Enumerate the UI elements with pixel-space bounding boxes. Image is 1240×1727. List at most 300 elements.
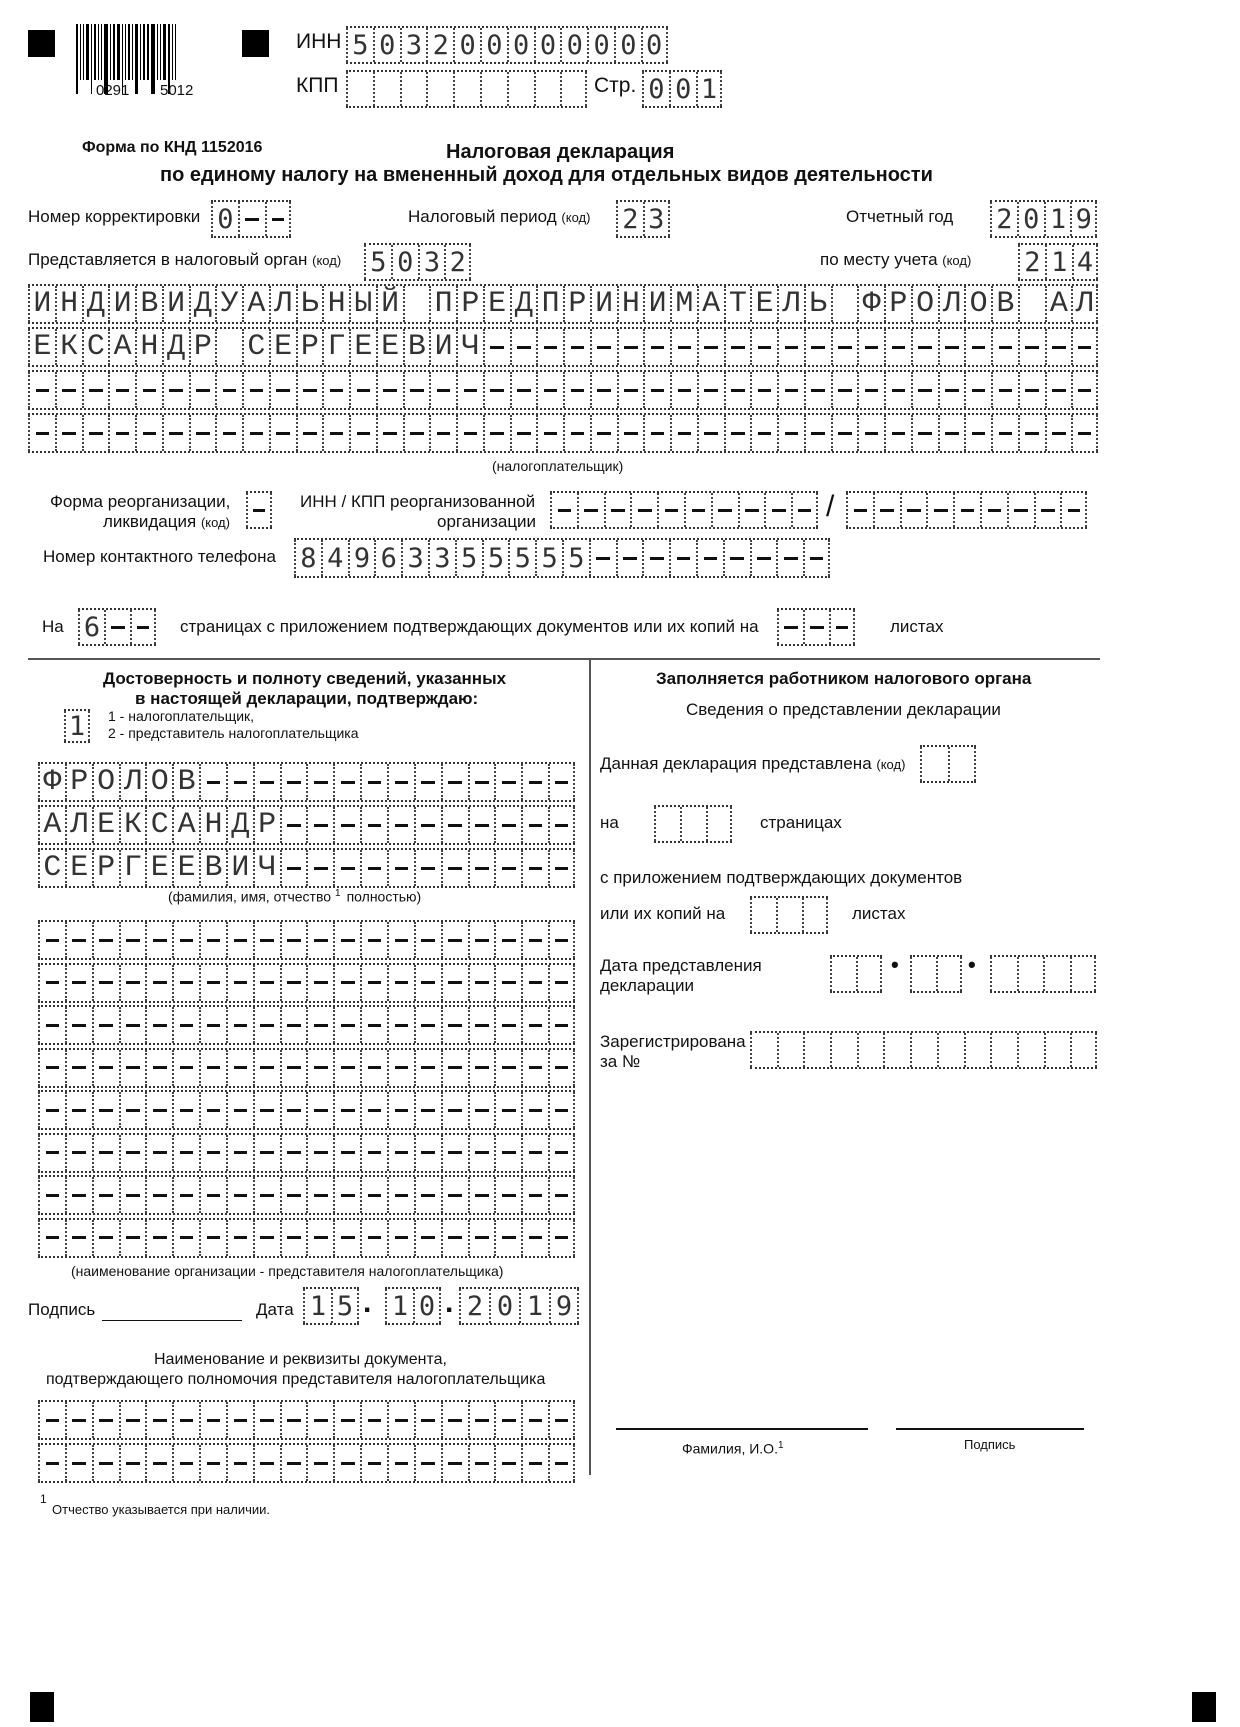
cell: Л [65, 807, 92, 843]
dash-mark [99, 1109, 113, 1112]
cell-dash [468, 1050, 495, 1086]
cell-dash [387, 1220, 414, 1256]
dash-mark [36, 389, 50, 392]
office-date-month-field[interactable] [910, 955, 962, 993]
auth-doc-line-1[interactable] [38, 1400, 575, 1440]
dash-mark [555, 824, 568, 827]
cell: С [82, 329, 109, 365]
cell-dash [199, 1135, 226, 1171]
cell-dash [172, 1177, 199, 1213]
cell [936, 957, 962, 991]
dash-mark [718, 509, 732, 512]
signer-patronymic-field[interactable] [38, 848, 575, 888]
cell-dash [172, 1092, 199, 1128]
cell-dash [791, 493, 818, 527]
cell: И [28, 286, 55, 322]
dash-mark [475, 1066, 489, 1069]
cell: 3 [400, 28, 427, 62]
dash-mark [529, 981, 543, 984]
cell [1043, 957, 1070, 991]
office-reg-number-field[interactable] [750, 1031, 1097, 1069]
cell-dash [92, 1007, 119, 1043]
cell: Н [617, 286, 644, 322]
date-day-field[interactable] [303, 1287, 359, 1325]
dash-mark [838, 389, 852, 392]
cell-dash [238, 202, 265, 236]
barcode-bar [151, 24, 155, 94]
cell: Р [189, 329, 216, 365]
cell-dash [521, 1092, 548, 1128]
dash-mark [838, 346, 852, 349]
cell: 5 [482, 540, 509, 576]
cell: В [172, 764, 199, 800]
cell-dash [483, 415, 510, 451]
reorg-kpp-field[interactable] [846, 491, 1087, 529]
barcode-number-right: 5012 [160, 82, 194, 99]
cell: М [670, 286, 697, 322]
cell-dash [108, 415, 135, 451]
cell-dash [468, 807, 495, 843]
dash-mark [180, 1066, 194, 1069]
dash-mark [1025, 389, 1039, 392]
representative-org-line[interactable] [38, 1218, 575, 1258]
dash-mark [143, 432, 157, 435]
cell-dash [360, 1135, 387, 1171]
pages-field[interactable] [78, 608, 156, 646]
cell [750, 1033, 777, 1067]
dash-mark [126, 1109, 140, 1112]
cell: Е [92, 807, 119, 843]
dash-mark [357, 389, 371, 392]
cell [507, 72, 534, 106]
phone-label: Номер контактного телефона [43, 547, 276, 566]
representative-org-line[interactable] [38, 1048, 575, 1088]
representative-org-line[interactable] [38, 1133, 575, 1173]
auth-doc-line-2[interactable] [38, 1443, 575, 1483]
cell-dash [548, 922, 575, 958]
dash-mark [314, 1462, 328, 1465]
dash-mark [448, 1419, 462, 1422]
cell-dash [38, 1177, 65, 1213]
period-label-text: Налоговый период [408, 207, 557, 226]
dash-mark [126, 1194, 140, 1197]
year-field[interactable] [990, 200, 1097, 238]
cell-dash [162, 415, 189, 451]
dash-mark [234, 1236, 248, 1239]
cell-dash [964, 415, 991, 451]
cell: Е [28, 329, 55, 365]
dash-mark [502, 1419, 516, 1422]
dash-mark [46, 1194, 60, 1197]
office-date-label-1: Дата представления [600, 956, 762, 975]
cell-dash [803, 610, 829, 644]
cell-dash [403, 372, 430, 408]
cell [346, 72, 373, 106]
cell-dash [642, 540, 669, 576]
cell-dash [548, 1402, 575, 1438]
cell: С [38, 850, 65, 886]
dash-mark [529, 1151, 543, 1154]
cell-dash [441, 807, 468, 843]
cell-dash [441, 1220, 468, 1256]
dash-mark [517, 432, 531, 435]
cell-dash [226, 1402, 253, 1438]
cell-dash [964, 372, 991, 408]
office-fio-footnote-ref: 1 [777, 1440, 784, 1451]
cell-dash [253, 1135, 280, 1171]
cell-dash [643, 329, 670, 365]
cell-dash [215, 372, 242, 408]
page-number-field[interactable] [642, 70, 722, 108]
cell-dash [724, 415, 751, 451]
cell: Ф [38, 764, 65, 800]
pages-suffix: листах [890, 617, 944, 636]
cell-dash [414, 965, 441, 1001]
tax-authority-label-text: Представляется в налоговый орган [28, 250, 308, 269]
dash-mark [126, 1236, 140, 1239]
dash-mark [784, 557, 798, 560]
place-label [820, 250, 971, 270]
signer-surname-field[interactable] [38, 762, 575, 802]
cell-dash [199, 1402, 226, 1438]
reorg-form-label-2-text: ликвидация [103, 512, 197, 531]
cell-dash [1018, 329, 1045, 365]
place-field[interactable] [1018, 243, 1098, 281]
cell-dash [92, 1135, 119, 1171]
dash-mark [558, 509, 572, 512]
dash-mark [785, 346, 799, 349]
dash-mark [1052, 346, 1066, 349]
dash-mark [99, 981, 113, 984]
cell: О [911, 286, 938, 322]
cell: 2 [444, 245, 471, 279]
cell [1017, 1033, 1044, 1067]
cell [990, 1033, 1017, 1067]
cell: 1 [385, 1289, 413, 1323]
cell: 3 [418, 245, 445, 279]
signer-name-field[interactable] [38, 805, 575, 845]
section-divider-vertical [589, 660, 591, 1475]
taxpayer-line-2[interactable] [28, 327, 1098, 367]
representative-org-line[interactable] [38, 1175, 575, 1215]
dash-mark [475, 824, 489, 827]
dash-mark [1078, 346, 1091, 349]
dash-mark [448, 781, 462, 784]
cell-dash [494, 1050, 521, 1086]
dash-mark [475, 1024, 489, 1027]
dash-mark [502, 824, 516, 827]
dash-mark [555, 939, 568, 942]
representative-org-line[interactable] [38, 1005, 575, 1045]
cell-dash [119, 1092, 146, 1128]
office-sign-line[interactable] [896, 1428, 1084, 1430]
cell: С [145, 807, 172, 843]
cell-dash [803, 540, 830, 576]
cell [830, 957, 856, 991]
dash-mark [945, 389, 959, 392]
cell-dash [441, 1135, 468, 1171]
pages-middle-text: страницах с приложением подтверждающих документов или их копий на [180, 617, 759, 636]
cell: Н [199, 807, 226, 843]
office-submitted-field[interactable] [920, 745, 976, 783]
cell-dash [306, 922, 333, 958]
cell-dash [804, 372, 831, 408]
signature-line[interactable] [102, 1320, 242, 1321]
representative-org-line[interactable] [38, 963, 575, 1003]
cell: 1 [64, 711, 90, 741]
dash-mark [260, 1151, 274, 1154]
cell-dash [617, 372, 644, 408]
cell-dash [38, 965, 65, 1001]
cell: 0 [413, 1289, 441, 1323]
office-sheets-field[interactable] [750, 896, 828, 934]
dash-mark [314, 1236, 328, 1239]
cell-dash [548, 1092, 575, 1128]
dash-mark [475, 981, 489, 984]
cell-dash [1018, 372, 1045, 408]
tax-authority-label [28, 250, 341, 270]
date-year-field[interactable] [459, 1287, 579, 1325]
cell: 5 [346, 28, 373, 62]
cell: 1 [696, 72, 723, 106]
cell-dash [65, 1135, 92, 1171]
cell-dash [521, 1007, 548, 1043]
dash-mark [368, 1462, 382, 1465]
dash-mark [137, 626, 149, 629]
dash-mark [287, 867, 301, 870]
office-sign-label: Подпись [964, 1437, 1016, 1452]
cell [1070, 957, 1097, 991]
dash-mark [730, 557, 744, 560]
dash-mark [126, 1024, 140, 1027]
dash-mark [303, 389, 317, 392]
cell-dash [697, 372, 724, 408]
dash-mark [529, 1236, 543, 1239]
dash-mark [448, 1194, 462, 1197]
taxpayer-line-4[interactable] [28, 413, 1098, 453]
cell-dash [360, 1402, 387, 1438]
cell-dash [55, 372, 82, 408]
signer-option-1: 1 - налогоплательщик, [108, 708, 255, 724]
dash-mark [1014, 509, 1028, 512]
cell-dash [280, 850, 307, 886]
cell-dash [494, 1007, 521, 1043]
cell-dash [536, 415, 563, 451]
cell: Е [483, 286, 510, 322]
dash-mark [571, 432, 585, 435]
dash-mark [475, 781, 489, 784]
dash-mark [410, 432, 424, 435]
dash-mark [811, 389, 825, 392]
cell-dash [92, 1092, 119, 1128]
dash-mark [368, 824, 382, 827]
cell-dash [199, 1092, 226, 1128]
cell-dash [387, 807, 414, 843]
cell-dash [333, 922, 360, 958]
dash-mark [341, 1419, 355, 1422]
office-pages-field[interactable] [654, 805, 732, 843]
representative-org-line[interactable] [38, 920, 575, 960]
dash-mark [314, 1194, 328, 1197]
dash-mark [46, 1462, 60, 1465]
period-code-suffix: (код) [561, 210, 591, 225]
office-date-day-field[interactable] [830, 955, 882, 993]
cell-dash [253, 922, 280, 958]
cell-dash [387, 1135, 414, 1171]
cell: Ь [804, 286, 831, 322]
cell-dash [980, 493, 1007, 527]
dash-mark [475, 867, 489, 870]
cell-dash [119, 1445, 146, 1481]
dash-mark [314, 824, 328, 827]
tax-authority-field[interactable] [364, 243, 471, 281]
dash-mark [544, 346, 558, 349]
dash-mark [207, 1194, 221, 1197]
cell-dash [333, 1402, 360, 1438]
barcode-bar [175, 24, 176, 80]
cell-dash [590, 415, 617, 451]
cell: Ы [349, 286, 376, 322]
dash-mark [421, 824, 435, 827]
dash-mark [223, 389, 237, 392]
reorg-form-field[interactable] [246, 491, 272, 529]
signer-option-2: 2 - представитель налогоплательщика [108, 725, 359, 741]
cell-dash [172, 1445, 199, 1481]
dash-mark [731, 346, 745, 349]
dash-mark [529, 939, 543, 942]
cell-dash [494, 1445, 521, 1481]
cell-dash [441, 1402, 468, 1438]
sheets-field[interactable] [777, 608, 855, 646]
reorg-inn-field[interactable] [550, 491, 818, 529]
dash-mark [785, 432, 799, 435]
dash-mark [303, 432, 317, 435]
cell-dash [119, 1220, 146, 1256]
cell-dash [189, 372, 216, 408]
cell-dash [403, 415, 430, 451]
cell: 1 [1045, 245, 1072, 279]
kpp-field[interactable] [346, 70, 587, 108]
office-fio-line[interactable] [616, 1428, 868, 1430]
dash-mark [437, 432, 451, 435]
office-on-label: на [600, 813, 619, 832]
dash-mark [368, 939, 382, 942]
cell-dash [483, 372, 510, 408]
cell-dash [38, 1050, 65, 1086]
dash-mark [341, 1151, 355, 1154]
cell-dash [199, 965, 226, 1001]
cell: П [536, 286, 563, 322]
cell: 4 [1072, 245, 1099, 279]
cell-dash [857, 372, 884, 408]
cell-dash [670, 372, 697, 408]
auth-doc-title-2: подтверждающего полномочия представителя налогоплательщика [46, 1371, 546, 1388]
cell-dash [510, 415, 537, 451]
cell: Д [82, 286, 109, 322]
cell-dash [306, 1050, 333, 1086]
cell-dash [333, 1445, 360, 1481]
cell: Д [189, 286, 216, 322]
cell-dash [253, 1007, 280, 1043]
dash-mark [836, 626, 848, 629]
dash-mark [811, 432, 825, 435]
cell: Е [750, 286, 777, 322]
dash-mark [234, 981, 248, 984]
cell-dash [333, 1177, 360, 1213]
cell-dash [360, 1050, 387, 1086]
barcode-bar [117, 24, 120, 80]
signer-code-field[interactable] [64, 709, 90, 743]
cell: В [199, 850, 226, 886]
cell: Р [884, 286, 911, 322]
dash-mark [234, 1151, 248, 1154]
representative-org-line[interactable] [38, 1090, 575, 1130]
taxpayer-line-3[interactable] [28, 370, 1098, 410]
dash-mark [758, 389, 772, 392]
office-date-year-field[interactable] [990, 955, 1096, 993]
cell-dash [162, 372, 189, 408]
cell: И [226, 850, 253, 886]
date-month-field[interactable] [385, 1287, 441, 1325]
dash-mark [555, 781, 568, 784]
phone-field[interactable] [294, 538, 830, 578]
correction-field[interactable] [211, 200, 291, 238]
cell: 9 [549, 1289, 579, 1323]
dash-mark [880, 509, 894, 512]
dash-mark [99, 1194, 113, 1197]
dash-mark [260, 1236, 274, 1239]
cell-dash [226, 1135, 253, 1171]
cell-dash [764, 493, 791, 527]
cell-dash [536, 329, 563, 365]
dash-mark [116, 432, 130, 435]
dash-mark [99, 1151, 113, 1154]
dash-mark [287, 981, 301, 984]
dash-mark [448, 1462, 462, 1465]
dash-mark [287, 1151, 301, 1154]
cell-dash [938, 329, 965, 365]
dash-mark [892, 346, 906, 349]
inn-field[interactable] [346, 26, 668, 64]
cell: 0 [587, 28, 614, 62]
cell-dash [964, 329, 991, 365]
cell-dash [441, 1007, 468, 1043]
cell-dash [253, 1220, 280, 1256]
cell-dash [92, 965, 119, 1001]
dash-mark [490, 432, 504, 435]
dash-mark [287, 1024, 301, 1027]
dash-mark [624, 432, 638, 435]
period-field[interactable] [616, 200, 670, 238]
dash-mark [207, 1109, 221, 1112]
cell-dash [38, 1445, 65, 1481]
cell-dash [376, 415, 403, 451]
cell-dash [494, 1177, 521, 1213]
dash-mark [584, 509, 598, 512]
cell-dash [991, 329, 1018, 365]
cell-dash [468, 1007, 495, 1043]
cell: В [991, 286, 1018, 322]
cell-dash [135, 372, 162, 408]
dash-mark [1025, 346, 1039, 349]
cell-dash [269, 415, 296, 451]
dash-mark [704, 389, 718, 392]
cell-dash [280, 1445, 307, 1481]
taxpayer-line-1[interactable] [28, 284, 1098, 324]
cell: 2 [990, 202, 1017, 236]
cell [403, 286, 430, 322]
cell-dash [521, 922, 548, 958]
